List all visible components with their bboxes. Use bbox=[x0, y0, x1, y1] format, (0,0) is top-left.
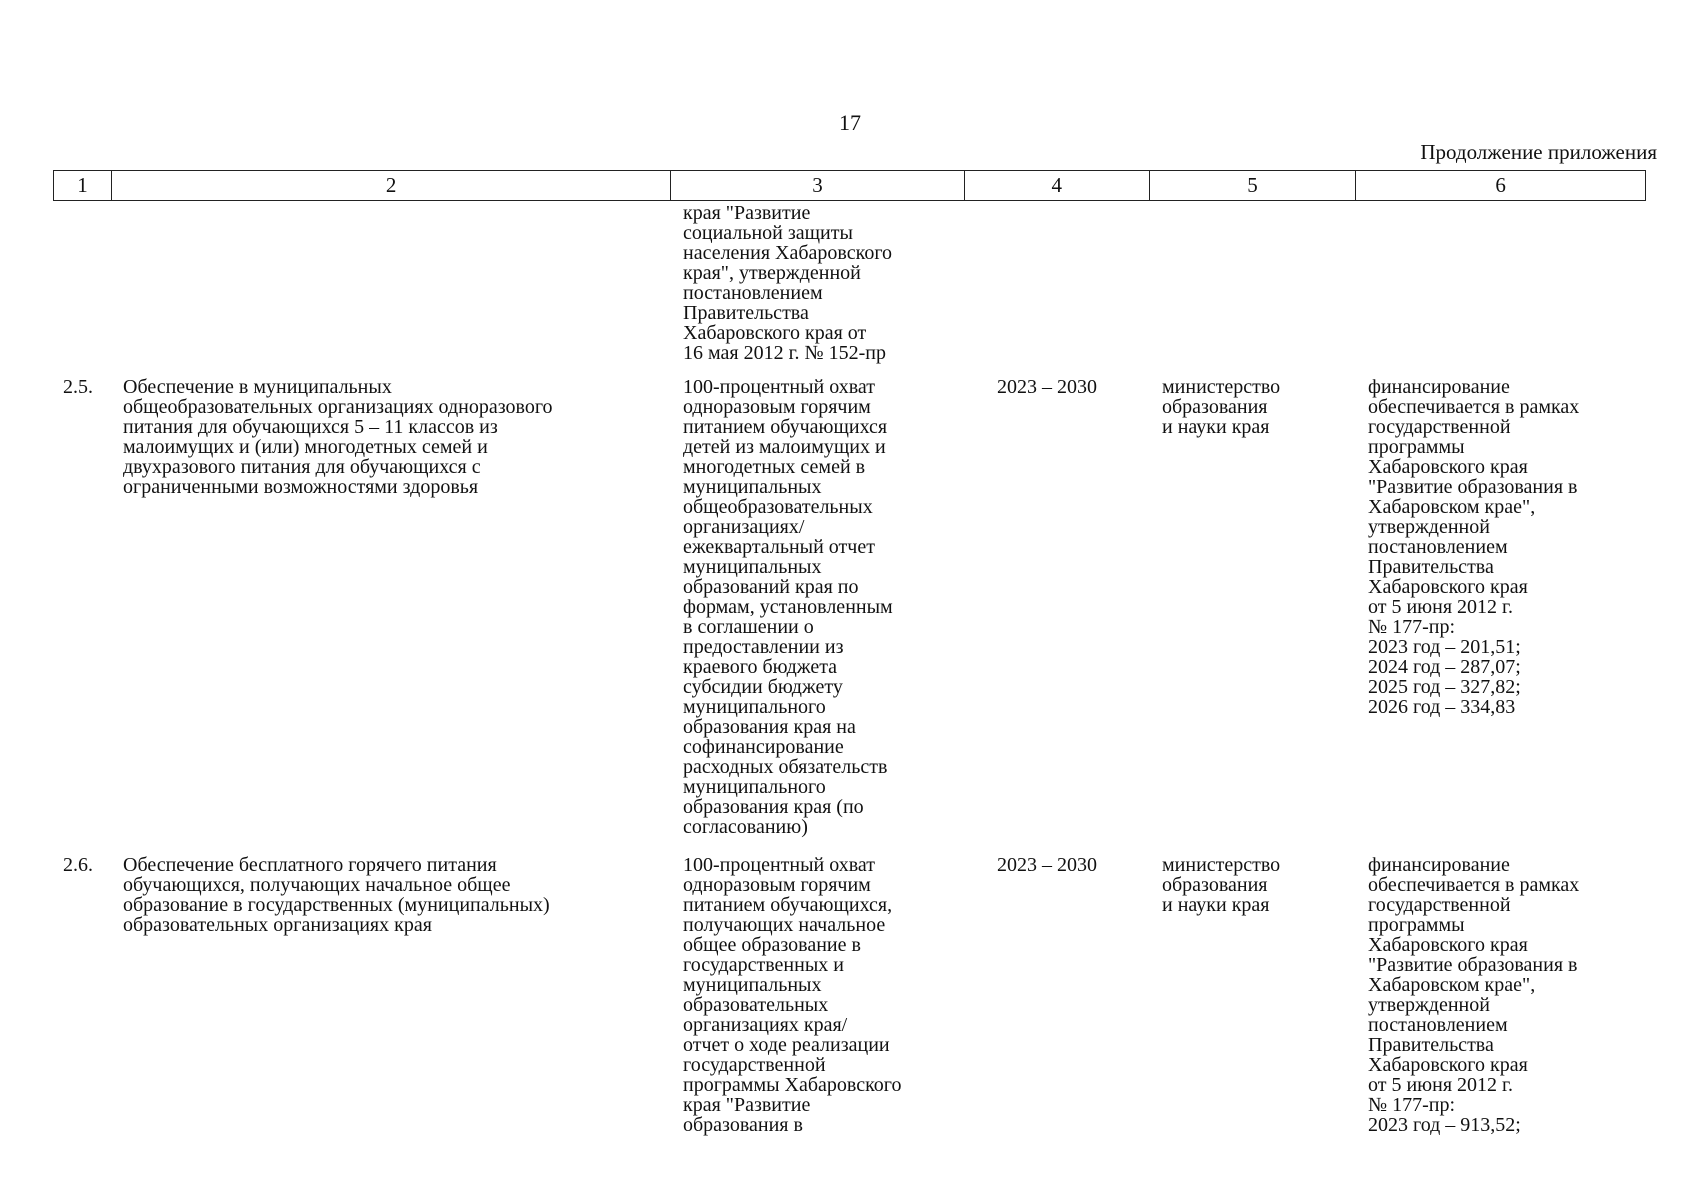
row-number: 2.6. bbox=[63, 854, 93, 876]
expected-result: 100-процентный охват одноразовым горячим питанием обучающихся, получающих начальное общее образование в государственных и муниципальных образовательных организациях края/ отчет о ходе реализации государственной программы Хабаровского края "Развитие образования в bbox=[683, 854, 902, 1136]
financing-source: финансирование обеспечивается в рамках государственной программы Хабаровского края "Развитие образования в Хабаровском крае", утвержденной постановлением Правительства Хабаровского края от 5 июня 2012 г. № 177-пр: 2023 год – 913,52; bbox=[1368, 854, 1580, 1136]
row-number: 2.5. bbox=[63, 376, 93, 398]
responsible-executor: министерство образования и науки края bbox=[1162, 854, 1281, 916]
column-header-2: 2 bbox=[112, 171, 671, 200]
carryover-result-cell: края "Развитие социальной защиты населения Хабаровского края", утвержденной постановлением Правительства Хабаровского края от 16 мая 2012 г. № 152-пр bbox=[683, 202, 893, 364]
column-header-4: 4 bbox=[965, 171, 1150, 200]
column-header-3: 3 bbox=[671, 171, 965, 200]
table-header-row bbox=[53, 170, 1646, 201]
measure-title: Обеспечение в муниципальных общеобразовательных организациях одноразового питания для обучающихся 5 – 11 классов из малоимущих и (или) многодетных семей и двухразового питания для обучающихся с ограниченными возможностями здоровья bbox=[123, 376, 553, 498]
expected-result: 100-процентный охват одноразовым горячим питанием обучающихся детей из малоимущих и многодетных семей в муниципальных общеобразовательных организациях/ ежеквартальный отчет муниципальных образований края по формам, установленным в соглашении о предоставлении из краевого бюджета субсидии бюджету муниципального образования края на софинансирование расходных обязательств муниципального образования края (по согласованию) bbox=[683, 376, 893, 838]
implementation-period: 2023 – 2030 bbox=[997, 376, 1097, 398]
column-header-5: 5 bbox=[1150, 171, 1357, 200]
measure-title: Обеспечение бесплатного горячего питания обучающихся, получающих начальное общее образование в государственных (муниципальных) образовательных организациях края bbox=[123, 854, 550, 936]
continuation-label: Продолжение приложения bbox=[1420, 140, 1657, 164]
financing-source: финансирование обеспечивается в рамках государственной программы Хабаровского края "Развитие образования в Хабаровском крае", утвержденной постановлением Правительства Хабаровского края от 5 июня 2012 г. № 177-пр: 2023 год – 201,51; 2024 год – 287,07; 2025 год – 327,82; 2026 год – 334,83 bbox=[1368, 376, 1580, 718]
column-header-6: 6 bbox=[1495, 173, 1506, 197]
implementation-period: 2023 – 2030 bbox=[997, 854, 1097, 876]
column-header-1: 1 bbox=[54, 171, 112, 200]
responsible-executor: министерство образования и науки края bbox=[1162, 376, 1281, 438]
page-number: 17 bbox=[839, 110, 861, 135]
